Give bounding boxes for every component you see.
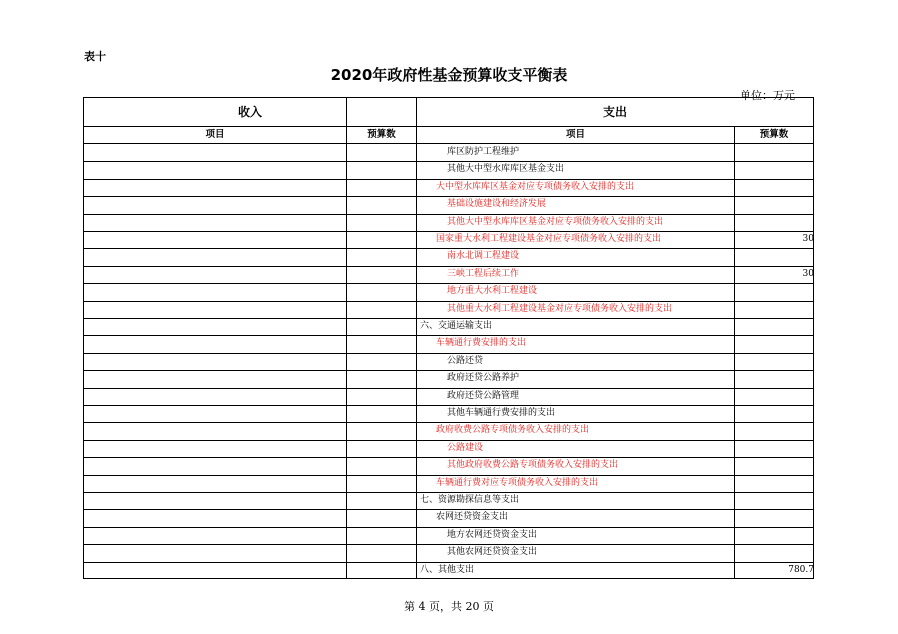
table-row bbox=[84, 318, 813, 335]
table-row bbox=[84, 301, 813, 318]
table-row bbox=[84, 161, 813, 178]
expense-amount-cell bbox=[735, 440, 814, 457]
table-row bbox=[84, 544, 813, 561]
expense-item-cell: 三峡工程后续工作 bbox=[447, 268, 520, 279]
expense-amount-cell bbox=[735, 283, 814, 300]
table-row bbox=[84, 388, 813, 405]
table-row bbox=[84, 353, 813, 370]
expense-item-cell: 车辆通行费安排的支出 bbox=[436, 338, 527, 349]
income-amount-header: 预算数 bbox=[367, 129, 396, 140]
expense-item-cell: 其他重大水利工程建设基金对应专项债务收入安排的支出 bbox=[447, 303, 673, 314]
budget-table bbox=[83, 97, 814, 579]
table-row bbox=[84, 179, 813, 196]
expense-item-cell: 地方农网还贷资金支出 bbox=[447, 529, 538, 540]
expense-amount-cell bbox=[735, 544, 814, 561]
table-row bbox=[84, 475, 813, 492]
expense-amount-cell bbox=[735, 405, 814, 422]
expense-amount-cell: 30 bbox=[802, 234, 814, 244]
expense-item-cell: 农网还贷资金支出 bbox=[436, 512, 509, 523]
expense-item-cell: 库区防护工程维护 bbox=[447, 147, 520, 157]
table-row bbox=[84, 283, 813, 300]
expense-item-cell: 地方重大水利工程建设 bbox=[447, 286, 538, 297]
expense-item-cell: 八、其他支出 bbox=[420, 564, 475, 575]
expense-amount-cell bbox=[735, 509, 814, 526]
table-row bbox=[84, 231, 813, 248]
expense-item-cell: 公路还贷 bbox=[447, 355, 484, 366]
expense-item-cell: 政府还贷公路管理 bbox=[447, 390, 520, 401]
table-row bbox=[84, 562, 813, 579]
table-row bbox=[84, 144, 813, 161]
expense-header: 支出 bbox=[602, 105, 627, 119]
expense-amount-cell: 780.7 bbox=[788, 564, 814, 575]
expense-item-cell: 基础设施建设和经济发展 bbox=[447, 199, 547, 210]
page-footer: 第 4 页，共 20 页 bbox=[404, 600, 494, 613]
expense-item-cell: 其他车辆通行费安排的支出 bbox=[447, 408, 556, 418]
table-row bbox=[84, 422, 813, 439]
income-item-header: 项目 bbox=[205, 129, 225, 140]
expense-item-cell: 其他政府收费公路专项债务收入安排的支出 bbox=[447, 460, 619, 471]
expense-item-cell: 公路建设 bbox=[447, 442, 484, 453]
table-row bbox=[84, 214, 813, 231]
expense-amount-cell bbox=[735, 353, 814, 370]
expense-item-cell: 南水北调工程建设 bbox=[447, 251, 520, 262]
expense-item-cell: 其他农网还贷资金支出 bbox=[447, 547, 538, 558]
expense-amount-cell bbox=[735, 527, 814, 544]
page-title: 2020年政府性基金预算收支平衡表 bbox=[330, 66, 568, 84]
expense-amount-cell bbox=[735, 492, 814, 509]
table-row bbox=[84, 335, 813, 352]
table-row bbox=[84, 509, 813, 526]
expense-item-cell: 七、资源勘探信息等支出 bbox=[420, 495, 520, 505]
expense-amount-cell bbox=[735, 144, 814, 161]
expense-amount-cell bbox=[735, 335, 814, 352]
table-row bbox=[84, 370, 813, 387]
table-row bbox=[84, 527, 813, 544]
expense-amount-header: 预算数 bbox=[759, 129, 789, 140]
expense-item-cell: 政府收费公路专项债务收入安排的支出 bbox=[436, 425, 590, 436]
table-row bbox=[84, 266, 813, 283]
expense-amount-cell bbox=[735, 388, 814, 405]
table-row bbox=[84, 492, 813, 509]
expense-item-header: 项目 bbox=[565, 129, 585, 140]
income-header: 收入 bbox=[237, 105, 262, 119]
expense-item-cell: 车辆通行费对应专项债务收入安排的支出 bbox=[436, 477, 599, 488]
expense-item-cell: 六、交通运输支出 bbox=[420, 321, 493, 331]
unit-label: 单位：万元 bbox=[740, 89, 795, 102]
table-label: 表十 bbox=[84, 50, 106, 63]
expense-amount-cell bbox=[735, 457, 814, 474]
expense-amount-cell bbox=[735, 370, 814, 387]
expense-amount-cell bbox=[735, 248, 814, 265]
table-row bbox=[84, 405, 813, 422]
expense-amount-cell bbox=[735, 179, 814, 196]
expense-item-cell: 国家重大水利工程建设基金对应专项债务收入安排的支出 bbox=[436, 234, 662, 244]
expense-item-cell: 其他大中型水库库区基金对应专项债务收入安排的支出 bbox=[447, 216, 664, 227]
expense-item-cell: 政府还贷公路养护 bbox=[447, 373, 520, 384]
table-row bbox=[84, 440, 813, 457]
table-row bbox=[84, 248, 813, 265]
expense-amount-cell bbox=[735, 318, 814, 335]
expense-amount-cell bbox=[735, 161, 814, 178]
table-row bbox=[84, 196, 813, 213]
expense-amount-cell: 30 bbox=[802, 268, 814, 279]
expense-amount-cell bbox=[735, 475, 814, 492]
expense-amount-cell bbox=[735, 196, 814, 213]
expense-amount-cell bbox=[735, 301, 814, 318]
expense-item-cell: 其他大中型水库库区基金支出 bbox=[447, 164, 565, 175]
expense-item-cell: 大中型水库库区基金对应专项债务收入安排的支出 bbox=[436, 181, 635, 192]
expense-amount-cell bbox=[735, 214, 814, 231]
table-row bbox=[84, 457, 813, 474]
expense-amount-cell bbox=[735, 422, 814, 439]
